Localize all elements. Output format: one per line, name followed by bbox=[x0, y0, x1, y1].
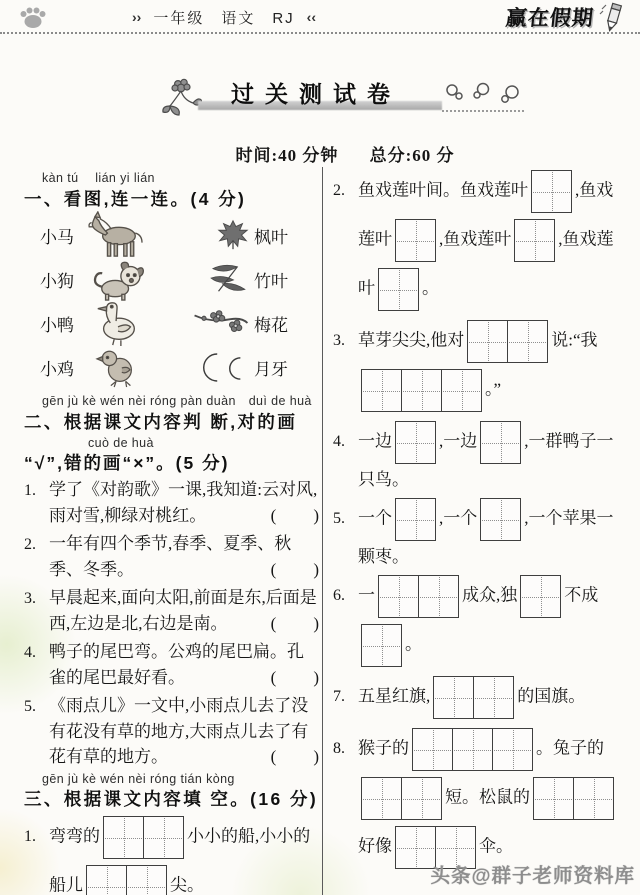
match-word-right: 月牙 bbox=[254, 359, 288, 379]
writing-cell bbox=[396, 220, 435, 261]
section-two-heading-1: 二、根据课文内容判 断,对的画 bbox=[24, 412, 298, 432]
answer-bracket: ( ) bbox=[270, 614, 320, 633]
match-word-left: 小鸡 bbox=[40, 359, 74, 379]
item-number: 5. bbox=[24, 698, 36, 715]
right-column bbox=[322, 167, 630, 895]
item-number: 4. bbox=[24, 644, 36, 661]
maple-leaf-image bbox=[188, 219, 254, 251]
fill-text: 。兔子的 bbox=[536, 738, 604, 758]
match-word-left: 小马 bbox=[40, 227, 74, 247]
match-row bbox=[40, 345, 320, 389]
section-three-heading: 三、根据课文内容填 空。(16 分) bbox=[24, 789, 319, 809]
item-number: 1. bbox=[24, 482, 36, 499]
fill-text: 说:“我 bbox=[551, 330, 598, 350]
time-label: 时间:40 分钟 bbox=[235, 146, 339, 165]
fill-text: 一个 bbox=[358, 508, 392, 528]
writing-cell bbox=[493, 729, 532, 770]
match-row bbox=[40, 301, 320, 345]
writing-box bbox=[520, 575, 561, 618]
fill-item bbox=[333, 572, 630, 670]
writing-cell bbox=[362, 625, 401, 666]
fill-items-right bbox=[333, 167, 630, 872]
title-block bbox=[162, 76, 524, 122]
watermark: 头条@群子老师资料库 bbox=[430, 865, 635, 887]
writing-cell bbox=[574, 778, 613, 819]
judge-item: 2. 一年有四个季节,春季、夏季、秋季、冬季。 ( ) bbox=[24, 531, 320, 582]
writing-cell bbox=[362, 370, 402, 411]
item-number: 4. bbox=[333, 433, 345, 451]
item-number: 6. bbox=[333, 587, 345, 605]
fill-text: ,鱼戏莲叶 bbox=[358, 180, 614, 249]
item-number: 5. bbox=[333, 510, 345, 528]
fill-text: 鱼戏莲叶间。鱼戏莲叶 bbox=[358, 180, 528, 200]
writing-box bbox=[378, 575, 459, 618]
arrows-right-icon: ›› bbox=[132, 9, 142, 25]
writing-cell bbox=[515, 220, 554, 261]
writing-cell bbox=[104, 817, 144, 858]
horse-image bbox=[82, 211, 154, 259]
match-word-right: 枫叶 bbox=[254, 227, 288, 247]
section-two-pinyin-2: cuò de huà bbox=[88, 436, 154, 450]
writing-box bbox=[395, 498, 436, 541]
pencil-icon bbox=[598, 2, 626, 32]
writing-box bbox=[361, 624, 402, 667]
answer-bracket: ( ) bbox=[270, 506, 320, 525]
judge-item: 4. 鸭子的尾巴弯。公鸡的尾巴扁。孔雀的尾巴最好看。 ( ) bbox=[24, 639, 320, 690]
fill-text: 。 bbox=[405, 634, 422, 654]
fill-text: ,一群鸭子一只鸟。 bbox=[358, 431, 614, 489]
match-word-left: 小鸭 bbox=[40, 315, 74, 335]
fill-text: 一边 bbox=[358, 431, 392, 451]
course-label: 一年级 语文 RJ bbox=[153, 9, 295, 27]
answer-bracket: ( ) bbox=[270, 560, 320, 579]
fill-text: ,鱼戏莲叶 bbox=[439, 229, 512, 249]
exam-meta bbox=[50, 141, 640, 166]
writing-cell bbox=[396, 499, 435, 540]
fill-text: ,一个 bbox=[439, 508, 478, 528]
fill-items-left bbox=[24, 813, 320, 895]
section-one-heading: 一、看图,连一连。(4 分) bbox=[24, 189, 247, 209]
match-word-right: 梅花 bbox=[254, 315, 288, 335]
writing-cell bbox=[87, 866, 127, 895]
fill-text: 猴子的 bbox=[358, 738, 409, 758]
writing-cell bbox=[379, 576, 419, 617]
writing-box bbox=[378, 268, 419, 311]
fill-text: 小小的船,小小的船儿 bbox=[49, 826, 311, 895]
writing-cell bbox=[468, 321, 508, 362]
fill-text: ,一边 bbox=[439, 431, 478, 451]
fill-text: 草芽尖尖,他对 bbox=[358, 330, 465, 350]
bubbles-icon bbox=[442, 80, 524, 112]
fill-text: ,一个苹果一颗枣。 bbox=[358, 508, 614, 566]
writing-box bbox=[361, 369, 482, 412]
fill-text: 好像 bbox=[358, 836, 392, 856]
fill-text: 。” bbox=[485, 379, 502, 399]
writing-cell bbox=[127, 866, 166, 895]
writing-cell bbox=[362, 778, 402, 819]
brand-text: 赢在假期 bbox=[504, 7, 596, 30]
fill-text: 的国旗。 bbox=[517, 686, 586, 706]
section-one-pinyin: kàn tú lián yi lián bbox=[42, 171, 155, 185]
writing-cell bbox=[144, 817, 183, 858]
writing-box bbox=[395, 421, 436, 464]
writing-cell bbox=[534, 778, 574, 819]
judge-items bbox=[24, 477, 320, 769]
fill-item bbox=[333, 317, 630, 415]
answer-bracket: ( ) bbox=[270, 747, 320, 766]
chick-image bbox=[82, 346, 154, 388]
flower-icon bbox=[162, 76, 202, 122]
section-three-pinyin: gēn jù kè wén nèi róng tián kòng bbox=[42, 772, 235, 786]
duck-image bbox=[82, 299, 154, 347]
fill-text: 一 bbox=[358, 585, 375, 605]
match-word-right: 竹叶 bbox=[254, 271, 288, 291]
writing-cell bbox=[453, 729, 493, 770]
section-two-pinyin-1: gēn jù kè wén nèi róng pàn duàn duì de huà bbox=[42, 394, 312, 408]
writing-cell bbox=[474, 677, 513, 718]
writing-box bbox=[467, 320, 548, 363]
writing-box bbox=[361, 777, 442, 820]
fill-item bbox=[333, 495, 630, 569]
writing-box bbox=[480, 421, 521, 464]
writing-cell bbox=[532, 171, 571, 212]
writing-cell bbox=[379, 269, 418, 310]
writing-cell bbox=[396, 422, 435, 463]
writing-cell bbox=[402, 778, 441, 819]
judge-item: 3. 早晨起来,面向太阳,前面是东,后面是西,左边是北,右边是南。 ( ) bbox=[24, 585, 320, 636]
judge-item: 5. 《雨点儿》一文中,小雨点儿去了没有花没有草的地方,大雨点儿去了有花有草的地方。 ( ) bbox=[24, 693, 320, 769]
item-number: 2. bbox=[24, 536, 36, 553]
writing-box bbox=[86, 865, 167, 895]
writing-cell bbox=[481, 422, 520, 463]
match-word-left: 小狗 bbox=[40, 271, 74, 291]
writing-cell bbox=[413, 729, 453, 770]
fill-item bbox=[333, 725, 630, 872]
judge-item: 1. 学了《对韵歌》一课,我知道:云对风,雨对雪,柳绿对桃红。 ( ) bbox=[24, 477, 320, 528]
section-two-heading-2: “√”,错的画“×”。(5 分) bbox=[24, 453, 230, 473]
writing-box bbox=[395, 219, 436, 262]
item-number: 8. bbox=[333, 740, 345, 758]
fill-item bbox=[333, 418, 630, 492]
item-number: 2. bbox=[333, 182, 345, 200]
fill-text: 不成 bbox=[564, 585, 599, 605]
paper-title: 过关测试卷 bbox=[231, 82, 401, 107]
match-rows bbox=[40, 213, 320, 389]
writing-box bbox=[531, 170, 572, 213]
writing-box bbox=[412, 728, 533, 771]
fill-text: 尖。 bbox=[170, 875, 204, 895]
fill-text: 五星红旗, bbox=[358, 686, 431, 706]
writing-cell bbox=[442, 370, 481, 411]
fill-text: ,鱼戏莲叶 bbox=[358, 229, 614, 298]
match-row bbox=[40, 257, 320, 301]
writing-cell bbox=[434, 677, 474, 718]
bamboo-leaf-image bbox=[188, 263, 254, 295]
writing-box bbox=[533, 777, 614, 820]
paw-icon bbox=[18, 4, 48, 30]
match-row bbox=[40, 213, 320, 257]
fill-text: 。 bbox=[422, 278, 439, 298]
writing-cell bbox=[521, 576, 560, 617]
crescent-moon-image bbox=[188, 352, 254, 383]
fill-item bbox=[333, 167, 630, 314]
score-label: 总分:60 分 bbox=[369, 146, 455, 165]
fill-item bbox=[333, 673, 630, 722]
arrows-left-icon: ‹‹ bbox=[306, 9, 316, 25]
writing-cell bbox=[419, 576, 458, 617]
writing-box bbox=[480, 498, 521, 541]
paper-body bbox=[24, 167, 630, 895]
fill-text: 伞。 bbox=[479, 836, 513, 856]
writing-box bbox=[433, 676, 514, 719]
fill-item bbox=[24, 813, 320, 895]
left-column bbox=[24, 167, 320, 895]
dog-image bbox=[82, 257, 154, 301]
answer-bracket: ( ) bbox=[270, 668, 320, 687]
writing-cell bbox=[508, 321, 547, 362]
header-course bbox=[120, 7, 328, 28]
writing-cell bbox=[481, 499, 520, 540]
page-header bbox=[0, 0, 640, 34]
fill-text: 弯弯的 bbox=[49, 826, 100, 846]
writing-cell bbox=[402, 370, 442, 411]
fill-text: 短。松鼠的 bbox=[445, 787, 530, 807]
item-number: 1. bbox=[24, 828, 36, 846]
item-number: 3. bbox=[24, 590, 36, 607]
item-number: 3. bbox=[333, 332, 345, 350]
item-number: 7. bbox=[333, 688, 345, 706]
brand-logo bbox=[506, 2, 626, 32]
plum-blossom-image bbox=[188, 306, 254, 340]
writing-box bbox=[514, 219, 555, 262]
fill-text: 成众,独 bbox=[462, 585, 518, 605]
writing-box bbox=[103, 816, 184, 859]
